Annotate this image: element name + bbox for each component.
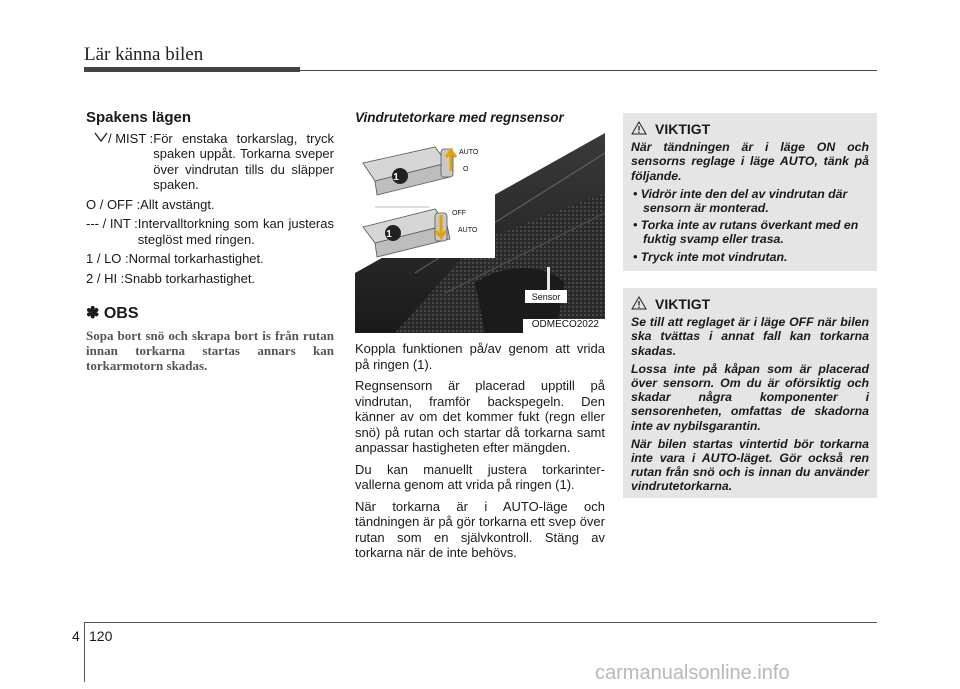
rain-sensor-heading-wrap xyxy=(355,110,605,126)
paragraph: Koppla funktionen på/av genom att vrida på ringen (1). xyxy=(355,341,605,372)
figure-marker-bottom: 1 xyxy=(386,229,392,240)
label-o: O xyxy=(463,166,469,173)
warning-triangle-icon xyxy=(631,121,647,137)
mist-symbol-icon xyxy=(86,131,108,193)
paragraph: Se till att reglaget är i läge OFF när bilen ska tvättas i annat fall kan torkarna skadas. xyxy=(631,315,869,358)
header-rule xyxy=(300,70,877,71)
mode-value: Normal torkarhastighet. xyxy=(128,251,264,266)
mode-row-lo xyxy=(86,251,334,267)
paragraph: Du kan manuellt justera torkarinter- vallerna genom att vrida på ringen (1). xyxy=(355,461,605,492)
label-auto-top: AUTO xyxy=(459,149,479,156)
obs-text: Sopa bort snö och skrapa bort is från rutan innan torkarna startas annars kan torkarmotorn skadas. xyxy=(86,327,334,373)
sensor-label: Sensor xyxy=(531,292,561,302)
paragraph: När bilen startas vintertid bör torkarna inte vara i AUTO-läget. Gör också ren rutan från snö och is innan du använder vindrutetorkarna. xyxy=(631,436,869,494)
section-heading: Spakens lägen xyxy=(86,109,192,126)
warning-intro: När tändningen är i läge ON och sensorns reglage i läge AUTO, tänk på följande. xyxy=(631,140,869,183)
mode-key: 1 / LO : xyxy=(86,251,129,266)
warning-list xyxy=(631,187,869,264)
mode-value: För enstaka torkarslag, tryck spaken uppåt. Torkarna sveper över vindrutan tills du släpper spaken. xyxy=(153,130,334,192)
mode-key: / MIST : xyxy=(108,130,154,146)
mode-value: Allt avstängt. xyxy=(140,196,215,212)
chapter-number: 4 xyxy=(72,628,80,644)
figure-marker-top: 1 xyxy=(393,172,399,183)
page-number: 120 xyxy=(89,628,113,644)
wiper-stalk-illustration xyxy=(355,133,605,333)
mode-row-hi xyxy=(86,271,334,287)
figure-code: ODMECO2022 xyxy=(531,319,599,330)
warning-title: VIKTIGT xyxy=(655,296,711,312)
list-item: • Torka inte av rutans överkant med en fuktig svamp eller trasa. xyxy=(633,218,859,247)
warning-box-1 xyxy=(623,113,877,271)
list-item: • Vidrör inte den del av vindrutan där sensorn är monterad. xyxy=(633,186,848,216)
obs-title: ✽ OBS xyxy=(86,305,139,322)
footer-divider xyxy=(84,622,85,682)
mode-key: --- / INT : xyxy=(86,216,138,231)
warning-header xyxy=(631,296,869,312)
mode-row-off xyxy=(86,197,334,213)
mode-row-int xyxy=(86,216,334,247)
warning-title: VIKTIGT xyxy=(655,121,711,137)
rain-sensor-figure xyxy=(355,133,605,333)
paragraph: Regnsensorn är placerad upptill på vindrutan, framför backspegeln. Den känner av om det kommer fukt (regn eller snö) på rutan och startar då torkarna samt anpassar hastigheten efter mängden. xyxy=(355,378,605,455)
wiper-modes-section xyxy=(86,110,334,373)
mode-key: O / OFF : xyxy=(86,196,141,212)
mode-value: Snabb torkarhastighet. xyxy=(124,270,256,286)
header-bar xyxy=(84,67,300,72)
watermark: carmanualsonline.info xyxy=(595,662,790,684)
mode-value: Intervalltorkning som kan justeras steglöst med ringen. xyxy=(137,216,334,247)
page-header-title: Lär känna bilen xyxy=(84,44,204,65)
label-auto-bottom: AUTO xyxy=(458,227,478,234)
mode-key: 2 / HI : xyxy=(86,270,125,286)
subsection-heading: Vindrutetorkare med regnsensor xyxy=(355,110,564,125)
label-off: OFF xyxy=(452,210,466,217)
rain-sensor-body xyxy=(355,341,605,567)
warning-triangle-icon xyxy=(631,296,647,312)
mode-row-mist xyxy=(86,131,334,193)
warning-box-2 xyxy=(623,288,877,498)
paragraph: Lossa inte på kåpan som är placerad över sensorn. Om du är oförsiktig och skadar några komponenter i sensorenheten, omfattas de skadorna inte av nybilsgarantin. xyxy=(631,361,869,433)
warning-header xyxy=(631,121,869,137)
list-item: • Tryck inte mot vindrutan. xyxy=(633,249,788,264)
paragraph: När torkarna är i AUTO-läge och tändningen är på gör torkarna ett svep över rutan som en självkontroll. Stäng av torkarna när de inte behövs. xyxy=(355,498,605,560)
footer-rule xyxy=(84,622,877,623)
